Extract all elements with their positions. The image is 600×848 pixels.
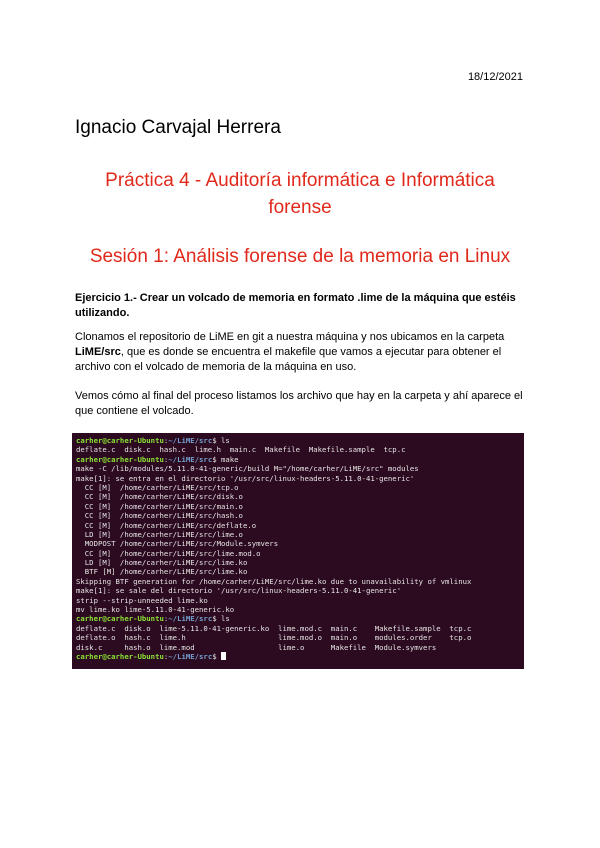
terminal-cursor bbox=[221, 652, 226, 660]
terminal-output-line: deflate.c disk.c hash.c lime.h main.c Makefile Makefile.sample tcp.c bbox=[76, 445, 406, 455]
terminal-output-line: LD [M] /home/carher/LiME/src/lime.o bbox=[76, 529, 243, 539]
terminal-output-line: CC [M] /home/carher/LiME/src/tcp.o bbox=[76, 482, 239, 492]
folder-name: LiME/src bbox=[75, 346, 121, 358]
terminal-output-line: disk.c hash.o lime.mod lime.o Makefile Module.symvers bbox=[76, 642, 437, 652]
prompt-path: ~/LiME/src bbox=[168, 454, 213, 464]
terminal-output-line: mv lime.ko lime-5.11.0-41-generic.ko bbox=[76, 605, 235, 615]
terminal-screenshot bbox=[72, 433, 524, 669]
author-name: Ignacio Carvajal Herrera bbox=[75, 117, 281, 138]
prompt-path: ~/LiME/src bbox=[168, 436, 213, 445]
session-title: Sesión 1: Análisis forense de la memoria en Linux bbox=[89, 246, 511, 267]
terminal-output-line: strip --strip-unneeded lime.ko bbox=[76, 595, 208, 605]
paragraph-listing: Vemos cómo al final del proceso listamos los archivo que hay en la carpeta y ahí aparece el que contiene el volcado. bbox=[75, 390, 523, 417]
prompt-user: carher@carher-Ubuntu bbox=[76, 651, 164, 661]
prompt-command: $ bbox=[212, 651, 222, 661]
prompt-path: ~/LiME/src bbox=[168, 651, 213, 661]
prompt-user: carher@carher-Ubuntu bbox=[76, 614, 164, 624]
exercise-statement: Ejercicio 1.- Crear un volcado de memoria en formato .lime de la máquina que estéis utilizando. bbox=[75, 292, 516, 319]
terminal-output-line: BTF [M] /home/carher/LiME/src/lime.ko bbox=[76, 567, 248, 577]
terminal-output-line: CC [M] /home/carher/LiME/src/deflate.o bbox=[76, 520, 257, 530]
paragraph-clone-text-after: , que es donde se encuentra el makefile que vamos a ejecutar para obtener el archivo con el volcado de memoria de la máquina en uso. bbox=[75, 346, 502, 373]
prompt-user: carher@carher-Ubuntu bbox=[76, 454, 164, 464]
terminal-output-line: CC [M] /home/carher/LiME/src/hash.o bbox=[76, 511, 243, 521]
prompt-command: $ ls bbox=[212, 436, 230, 445]
terminal-output-line: deflate.o hash.c lime.h lime.mod.o main.o modules.order tcp.o bbox=[76, 633, 472, 643]
paragraph-clone-text-before: Clonamos el repositorio de LiME en git a nuestra máquina y nos ubicamos en la carpeta bbox=[75, 331, 505, 343]
terminal-output-line: deflate.c disk.o lime-5.11.0-41-generic.ko lime.mod.c main.c Makefile.sample tcp.c bbox=[76, 623, 472, 633]
terminal-prompt-line: carher@carher-Ubuntu:~/LiME/src$ ls bbox=[76, 436, 230, 445]
terminal-prompt-line: carher@carher-Ubuntu:~/LiME/src$ bbox=[76, 652, 522, 661]
terminal-output-line: CC [M] /home/carher/LiME/src/disk.o bbox=[76, 492, 243, 502]
paragraph-clone bbox=[75, 330, 530, 375]
date: 18/12/2021 bbox=[467, 71, 523, 83]
terminal-output-line: MODPOST /home/carher/LiME/src/Module.symvers bbox=[76, 539, 279, 549]
terminal-prompt-line: carher@carher-Ubuntu:~/LiME/src$ make bbox=[76, 454, 239, 464]
prompt-command: $ ls bbox=[212, 614, 230, 624]
prompt-user: carher@carher-Ubuntu bbox=[76, 436, 164, 445]
document-title: Práctica 4 - Auditoría informática e Informática forense bbox=[105, 170, 495, 218]
terminal-output-line: make -C /lib/modules/5.11.0-41-generic/build M="/home/carher/LiME/src" modules bbox=[76, 464, 419, 474]
prompt-path: ~/LiME/src bbox=[168, 614, 213, 624]
terminal-output-line: make[1]: se entra en el directorio '/usr/src/linux-headers-5.11.0-41-generic' bbox=[76, 473, 415, 483]
terminal-output-line: Skipping BTF generation for /home/carher/LiME/src/lime.ko due to unavailability of vmlinux bbox=[76, 576, 472, 586]
terminal-output-line: CC [M] /home/carher/LiME/src/lime.mod.o bbox=[76, 548, 261, 558]
terminal-output-line: make[1]: se sale del directorio '/usr/src/linux-headers-5.11.0-41-generic' bbox=[76, 586, 402, 596]
terminal-output-line: LD [M] /home/carher/LiME/src/lime.ko bbox=[76, 558, 248, 568]
prompt-command: $ make bbox=[212, 454, 239, 464]
terminal-prompt-line: carher@carher-Ubuntu:~/LiME/src$ ls bbox=[76, 614, 230, 624]
terminal-output-line: CC [M] /home/carher/LiME/src/main.o bbox=[76, 501, 243, 511]
